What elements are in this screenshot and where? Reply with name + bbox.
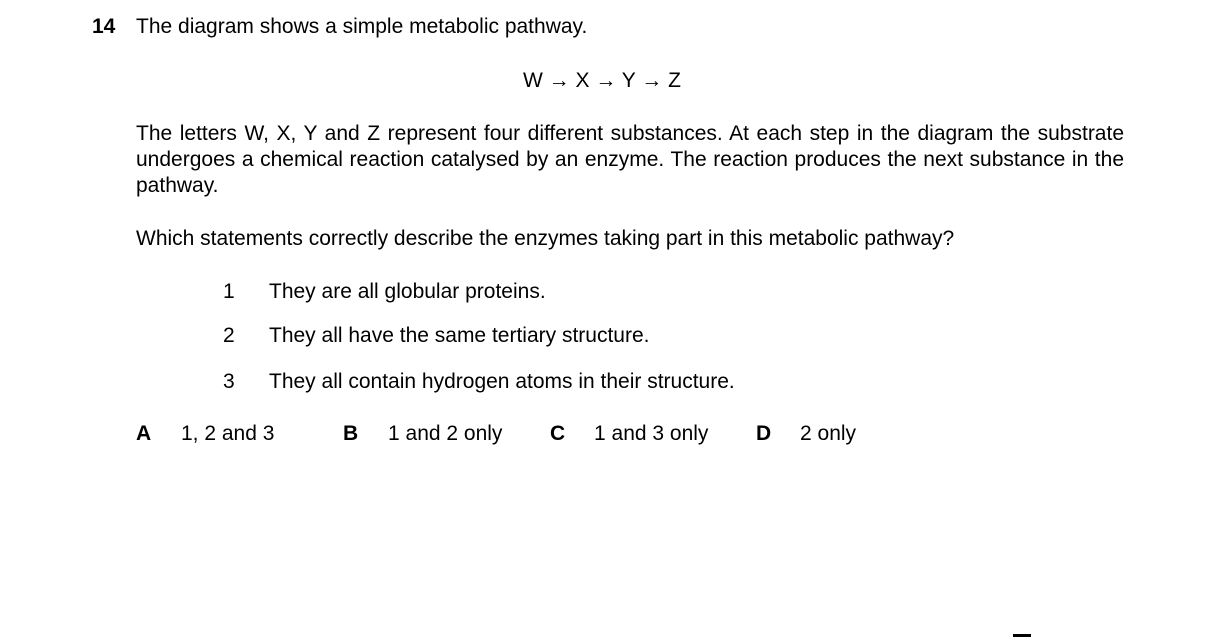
option-text-c: 1 and 3 only: [594, 422, 709, 445]
statement-number: 2: [223, 324, 235, 347]
option-letter-c: C: [550, 422, 566, 445]
option-letter-a: A: [136, 422, 152, 445]
question-number: 14: [92, 15, 116, 38]
page-edge-mark: [1013, 634, 1031, 637]
metabolic-pathway: W → X → Y → Z: [523, 69, 681, 92]
statement-text: They are all globular proteins.: [269, 280, 546, 303]
option-text-b: 1 and 2 only: [388, 422, 503, 445]
option-text-a: 1, 2 and 3: [181, 422, 275, 445]
statement-number: 3: [223, 370, 235, 393]
statement-text: They all have the same tertiary structure.: [269, 324, 650, 347]
question-description: The letters W, X, Y and Z represent four different substances. At each step in the diagram the substrate undergoes a chemical reaction catalysed by an enzyme. The reaction produces the next substance in the pathway.: [136, 122, 1124, 197]
question-intro: The diagram shows a simple metabolic pathway.: [136, 15, 588, 38]
option-text-d: 2 only: [800, 422, 857, 445]
statement-number: 1: [223, 280, 235, 303]
statement-text: They all contain hydrogen atoms in their structure.: [269, 370, 735, 393]
option-letter-b: B: [343, 422, 359, 445]
question-prompt: Which statements correctly describe the enzymes taking part in this metabolic pathway?: [136, 227, 955, 250]
option-letter-d: D: [756, 422, 772, 445]
